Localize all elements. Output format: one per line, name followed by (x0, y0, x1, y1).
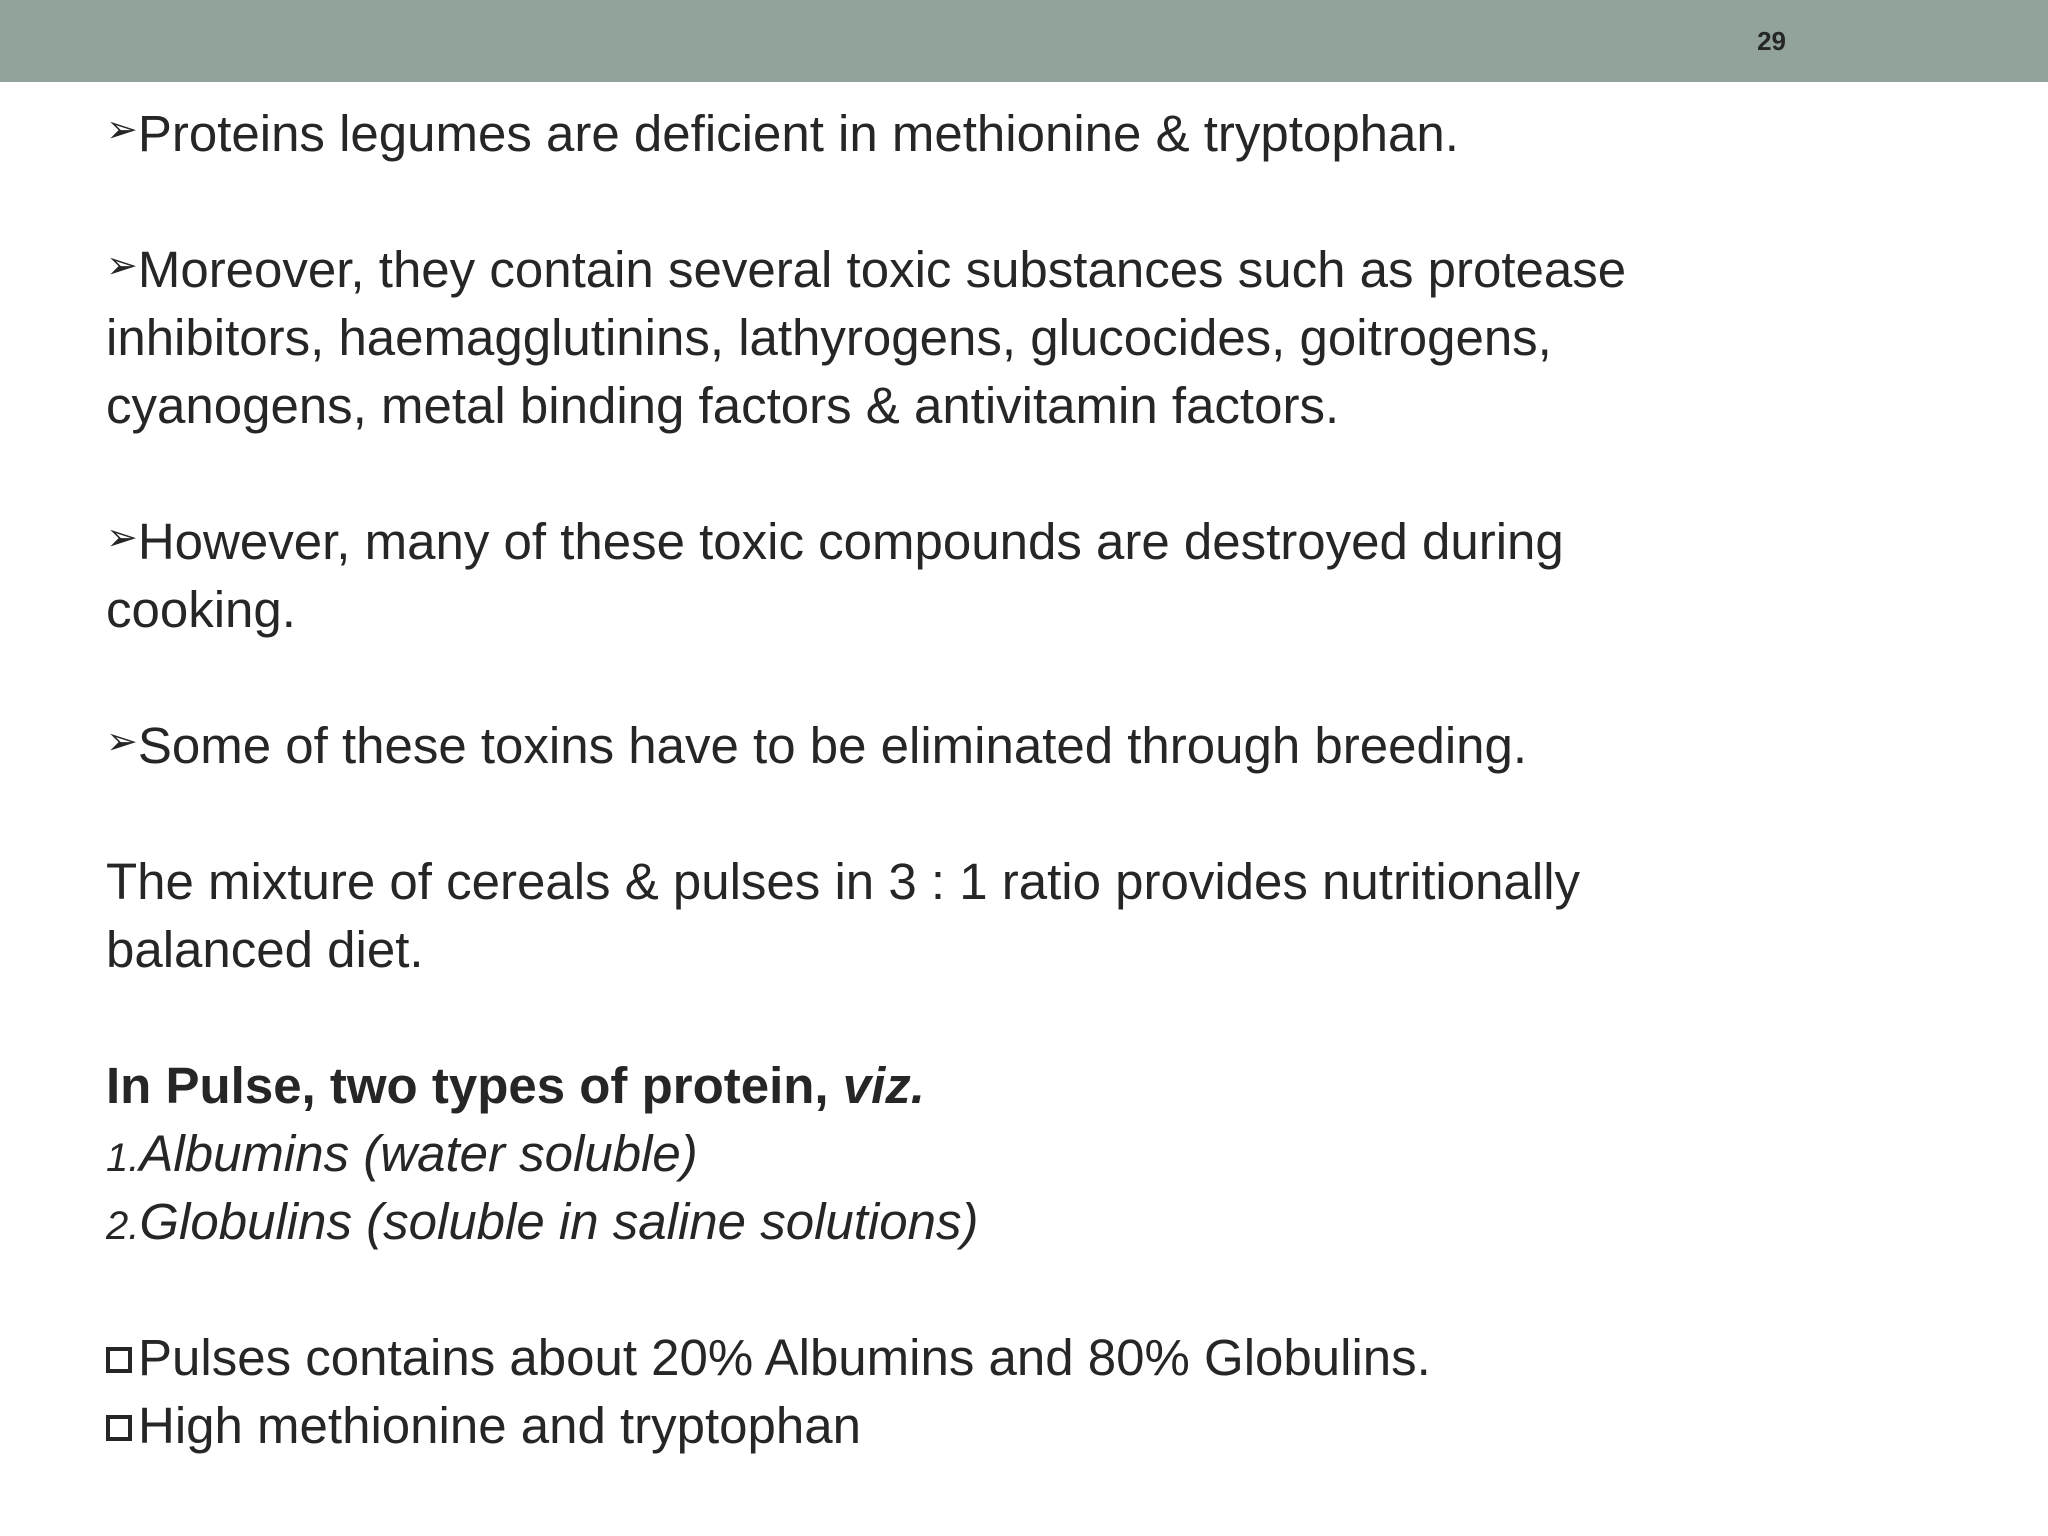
square-bullet-icon (106, 1415, 132, 1441)
bullet-item (106, 508, 1986, 576)
list-item-text: Albumins (water soluble) (139, 1125, 698, 1182)
protein-types-heading-viz: viz. (842, 1057, 925, 1114)
arrow-bullet-icon: ➢ (106, 721, 138, 763)
header-bar (0, 0, 2048, 82)
bullet-item (106, 100, 1986, 168)
fact-text: High methionine and tryptophan (138, 1397, 861, 1454)
list-number: 2. (106, 1204, 140, 1248)
protein-type-item (106, 1188, 1986, 1256)
arrow-bullet-icon: ➢ (106, 109, 138, 151)
bullet-text: Moreover, they contain several toxic substances such as protease (137, 241, 1627, 298)
bullet-text: Proteins legumes are deficient in methionine & tryptophan. (137, 105, 1459, 162)
protein-types-heading-text: In Pulse, two types of protein, (106, 1057, 843, 1114)
mixture-text: The mixture of cereals & pulses in 3 : 1 ratio provides nutritionally (106, 853, 1581, 910)
mixture-text-continuation: balanced diet. (106, 921, 424, 978)
list-number: 1. (106, 1136, 140, 1180)
bullet-item (106, 236, 1986, 304)
arrow-bullet-icon: ➢ (106, 517, 138, 559)
square-bullet-icon (106, 1347, 132, 1373)
bullet-text-continuation: inhibitors, haemagglutinins, lathyrogens, glucocides, goitrogens, (106, 309, 1552, 366)
bullet-text-continuation: cyanogens, metal binding factors & antivitamin factors. (106, 377, 1340, 434)
list-item-text: Globulins (soluble in saline solutions) (139, 1193, 979, 1250)
slide-number: 29 (1757, 26, 1786, 56)
fact-text: Pulses contains about 20% Albumins and 80% Globulins. (138, 1329, 1431, 1386)
fact-item (106, 1324, 1986, 1392)
slide-content (106, 100, 1986, 1460)
protein-types-heading (106, 1052, 1986, 1120)
bullet-text: However, many of these toxic compounds are destroyed during (137, 513, 1564, 570)
fact-item (106, 1392, 1986, 1460)
bullet-text: Some of these toxins have to be eliminated through breeding. (137, 717, 1528, 774)
protein-type-item (106, 1120, 1986, 1188)
bullet-item (106, 712, 1986, 780)
arrow-bullet-icon: ➢ (106, 245, 138, 287)
bullet-text-continuation: cooking. (106, 581, 296, 638)
